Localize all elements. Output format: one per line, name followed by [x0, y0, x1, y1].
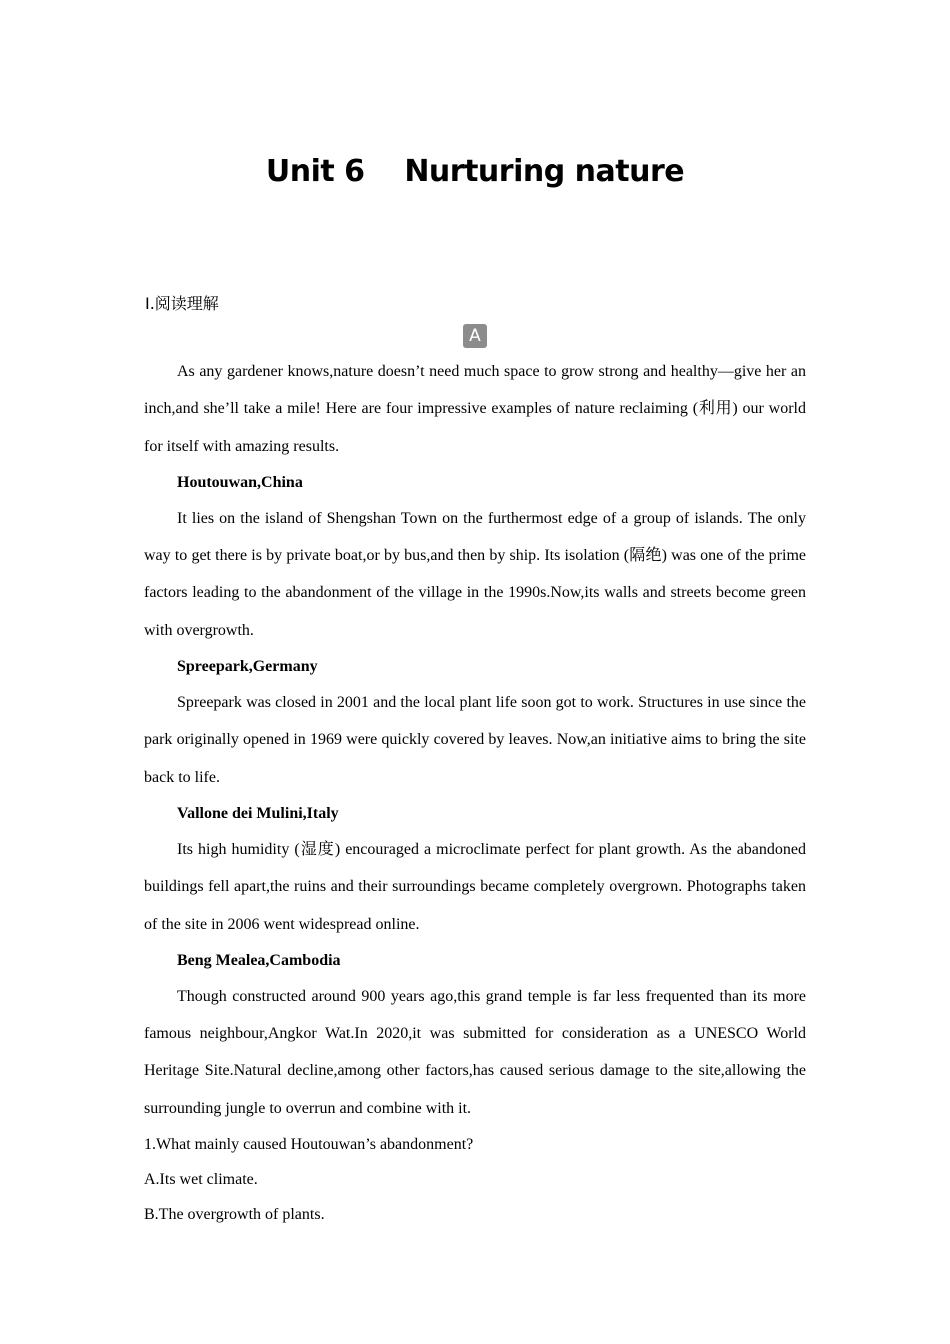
place-separator: , [302, 804, 307, 822]
place-heading-spreepark [144, 649, 806, 684]
section-heading: Ⅰ.阅读理解 [145, 294, 219, 313]
place-heading-vallone [144, 796, 806, 831]
place-name: Spreepark [177, 658, 249, 676]
place-country: Italy [306, 804, 339, 822]
intro-paragraph: As any gardener knows,nature doesn’t need much space to grow strong and healthy—give her an inch,and she’ll take a mile! Here are four impressive examples of nature reclaiming (利用) our world for itself with amazing results. [144, 363, 806, 455]
passage-content [144, 353, 806, 1232]
question-stem: 1.What mainly caused Houtouwan’s abandonment? [144, 1136, 474, 1154]
page-title: Unit 6 Nurturing nature [265, 154, 685, 189]
place-paragraph-beng-mealea: Though constructed around 900 years ago,this grand temple is far less frequented than its more famous neighbour,Angkor Wat.In 2020,it was submitted for consideration as a UNESCO World Heritage Site.Natural decline,among other factors,has caused serious damage to the site,allowing the surrounding jungle to overrun and combine with it. [144, 987, 806, 1117]
place-paragraph-spreepark: Spreepark was closed in 2001 and the local plant life soon got to work. Structures in use since the park originally opened in 1969 were quickly covered by leaves. Now,an initiative aims to bring the site back to life. [144, 694, 806, 786]
option-b: B.The overgrowth of plants. [144, 1206, 325, 1224]
place-country: China [261, 473, 303, 491]
option-a: A.Its wet climate. [144, 1171, 258, 1189]
place-heading-houtouwan [144, 465, 806, 500]
place-paragraph-vallone: Its high humidity (湿度) encouraged a microclimate perfect for plant growth. As the abandoned buildings fell apart,the ruins and their surroundings became completely overgrown. Photographs taken of the site in 2006 went widespread online. [144, 840, 806, 933]
place-separator: , [265, 951, 270, 969]
place-heading-beng-mealea [144, 943, 806, 978]
place-name: Vallone dei Mulini [177, 804, 303, 822]
passage-label-badge: A [463, 324, 487, 348]
place-separator: , [257, 473, 262, 491]
place-country: Cambodia [269, 951, 341, 969]
place-name: Houtouwan [177, 473, 258, 491]
place-name: Beng Mealea [177, 951, 266, 969]
place-country: Germany [252, 658, 318, 676]
place-paragraph-houtouwan: It lies on the island of Shengshan Town on the furthermost edge of a group of islands. The only way to get there is by private boat,or by bus,and then by ship. Its isolation (隔绝) was one of the prime factors leading to the abandonment of the village in the 1990s.Now,its walls and streets become green with overgrowth. [144, 509, 806, 639]
place-separator: , [248, 658, 253, 676]
